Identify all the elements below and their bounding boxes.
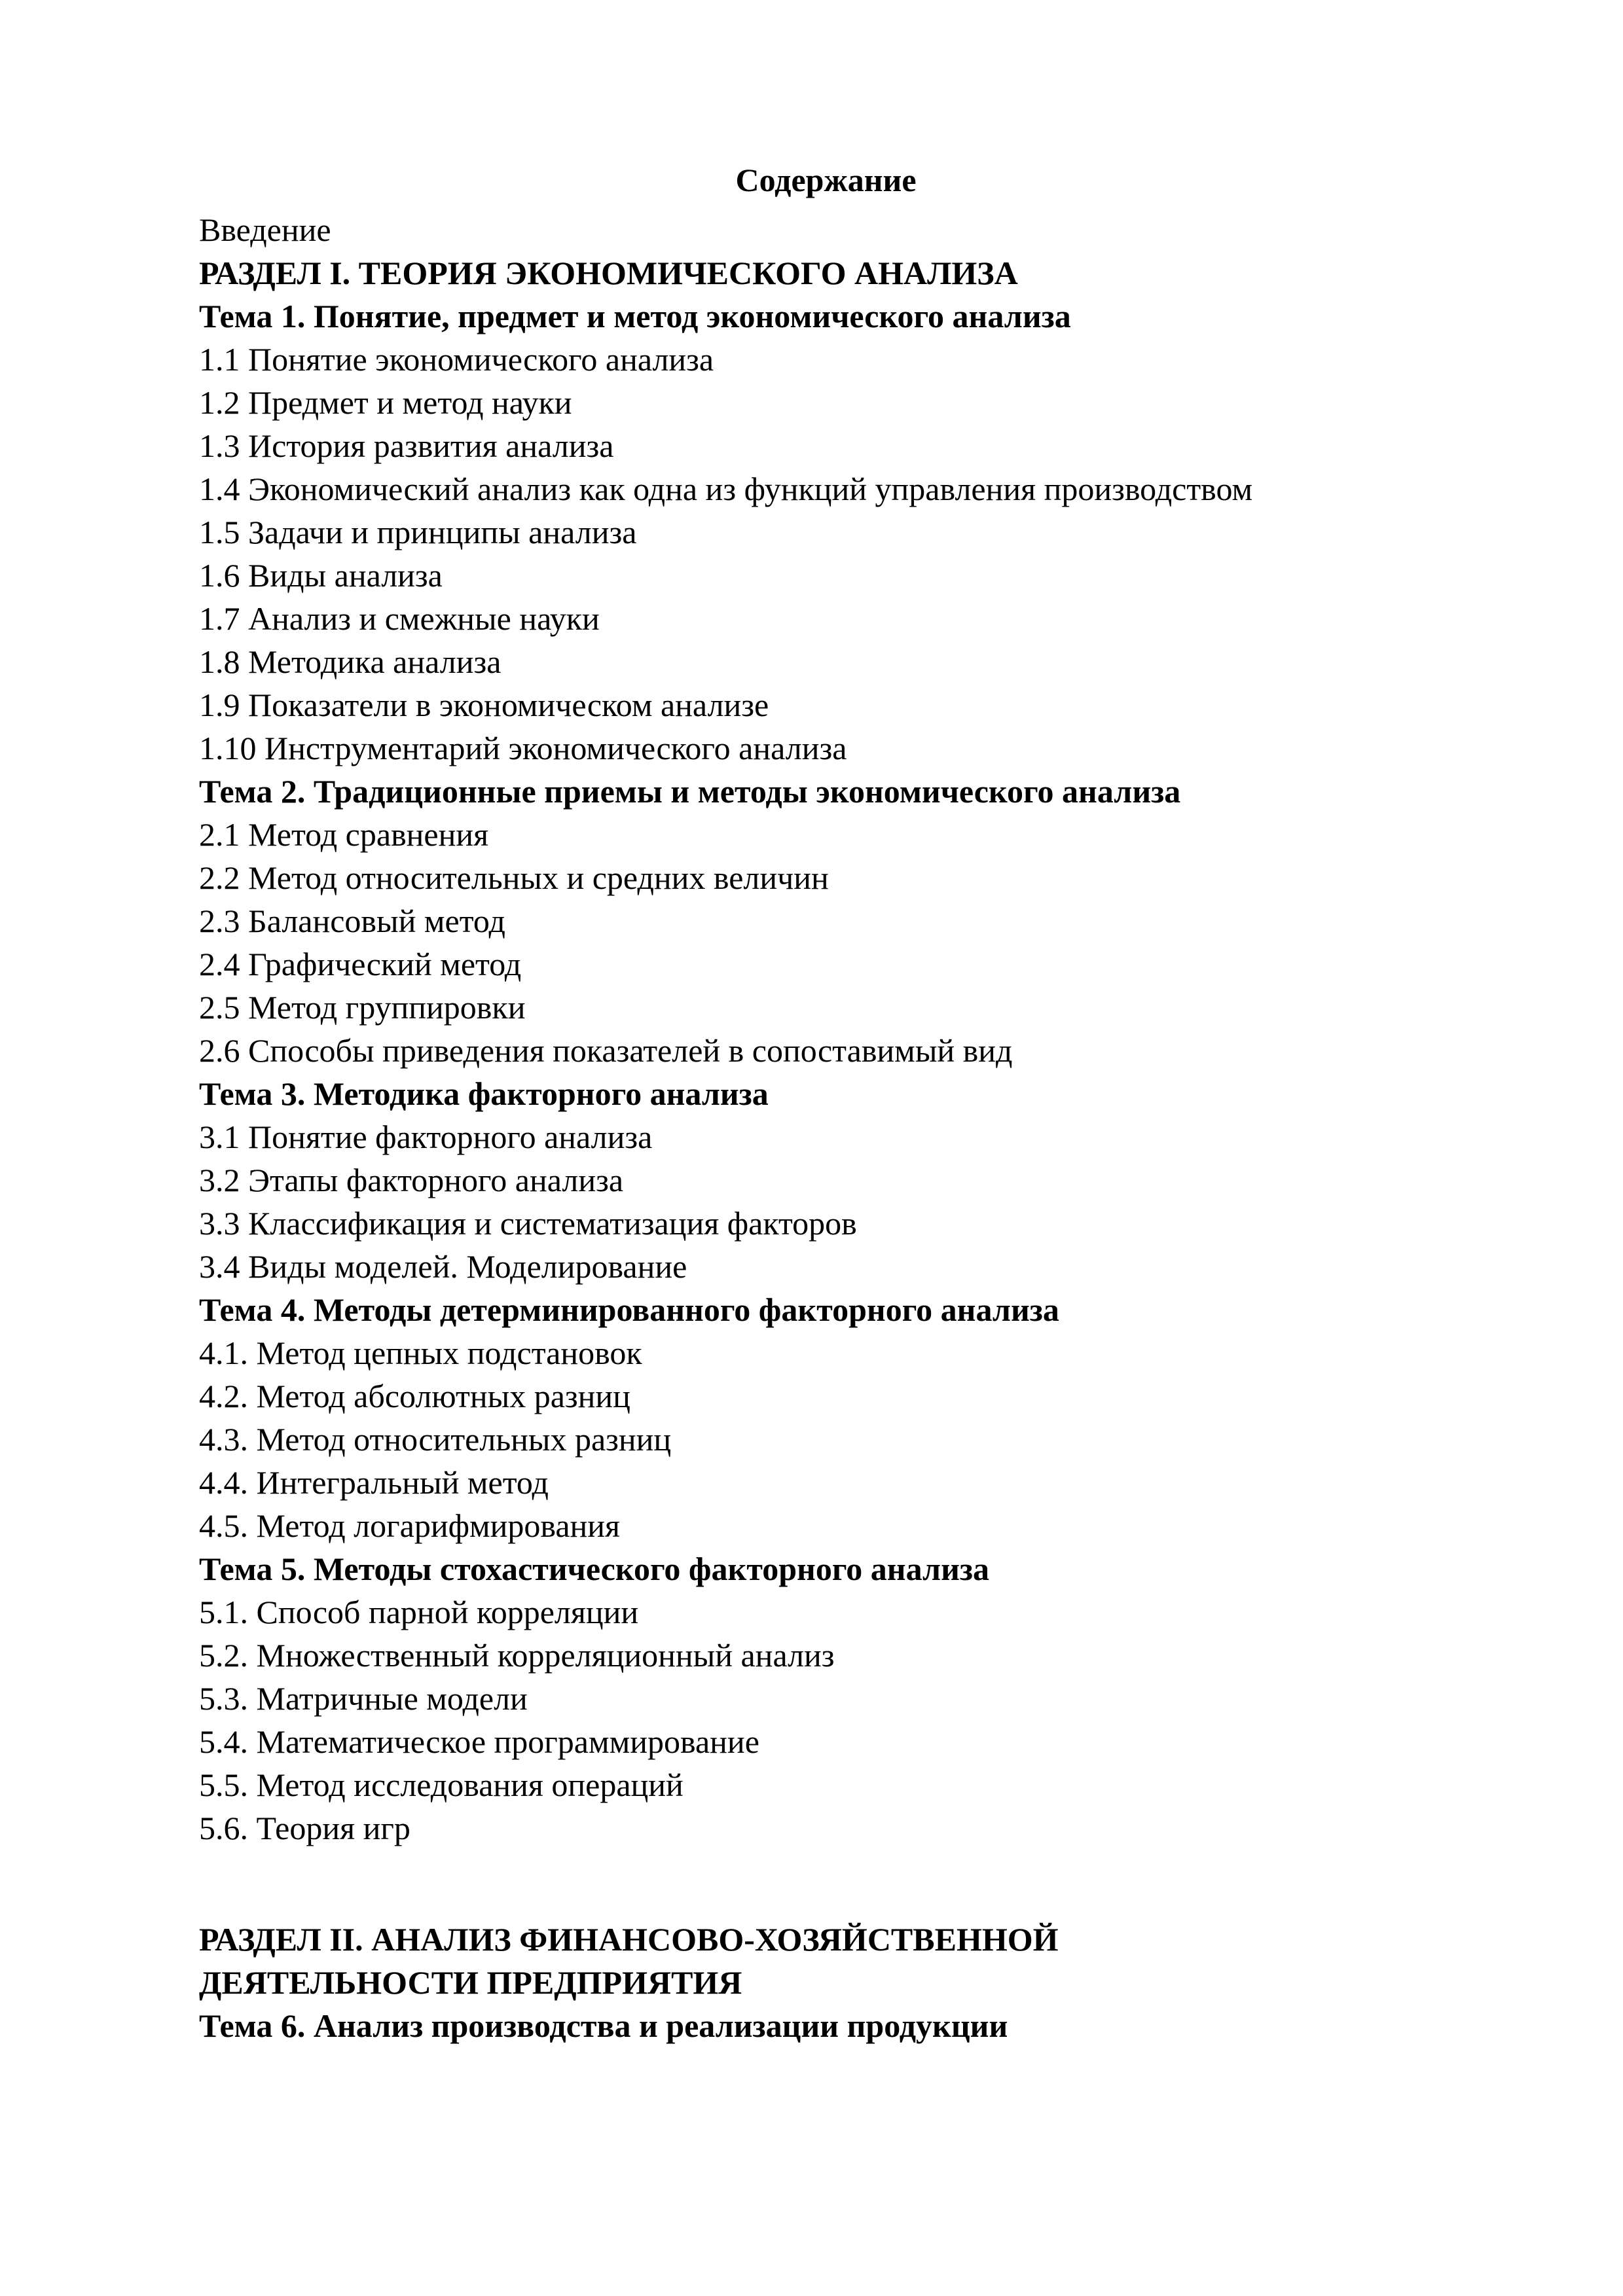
toc-line: 4.5. Метод логарифмирования [199,1507,621,1544]
toc-line: 4.4. Интегральный метод [199,1464,549,1501]
toc-line: 3.1 Понятие факторного анализа [199,1119,653,1155]
toc-line: 1.2 Предмет и метод науки [199,384,572,421]
toc-list [199,208,1453,2047]
toc-heading: РАЗДЕЛ I. ТЕОРИЯ ЭКОНОМИЧЕСКОГО АНАЛИЗА [199,255,1018,291]
toc-heading: Тема 3. Методика факторного анализа [199,1075,769,1112]
toc-line: 5.1. Способ парной корреляции [199,1594,639,1630]
page-title: Содержание [735,162,917,198]
toc-line: Введение [199,211,331,248]
toc-line: 2.5 Метод группировки [199,989,526,1026]
toc-line: 2.2 Метод относительных и средних величин [199,859,829,896]
toc-line: 2.3 Балансовый метод [199,903,505,939]
toc-line: 1.5 Задачи и принципы анализа [199,514,637,550]
toc-line: 1.4 Экономический анализ как одна из функций управления производством [199,471,1253,507]
toc-line: 4.1. Метод цепных подстановок [199,1335,642,1371]
toc-line: 4.2. Метод абсолютных разниц [199,1378,630,1414]
toc-line: 5.2. Множественный корреляционный анализ [199,1637,835,1674]
toc-line: 4.3. Метод относительных разниц [199,1421,672,1458]
toc-heading: Тема 6. Анализ производства и реализации продукции [199,2007,1008,2044]
toc-line: 2.1 Метод сравнения [199,816,489,853]
toc-line: 1.9 Показатели в экономическом анализе [199,687,769,723]
toc-heading: Тема 4. Методы детерминированного факторного анализа [199,1291,1059,1328]
toc-line: 1.10 Инструментарий экономического анализа [199,730,847,766]
toc-line: 2.6 Способы приведения показателей в сопоставимый вид [199,1032,1013,1069]
toc-heading: ДЕЯТЕЛЬНОСТИ ПРЕДПРИЯТИЯ [199,1964,742,2001]
toc-line: 3.4 Виды моделей. Моделирование [199,1248,687,1285]
toc-heading: Тема 1. Понятие, предмет и метод экономического анализа [199,298,1071,334]
toc-heading: Тема 5. Методы стохастического факторного анализа [199,1551,990,1587]
toc-line: 5.3. Матричные модели [199,1680,528,1717]
toc-heading: РАЗДЕЛ II. АНАЛИЗ ФИНАНСОВО-ХОЗЯЙСТВЕННОЙ [199,1921,1059,1958]
toc-heading: Тема 2. Традиционные приемы и методы экономического анализа [199,773,1181,810]
toc-line: 3.3 Классификация и систематизация факторов [199,1205,857,1242]
toc-line: 1.8 Методика анализа [199,643,501,680]
toc-line: 5.6. Теория игр [199,1810,410,1846]
toc-blank-line [199,1850,1453,1918]
toc-line: 3.2 Этапы факторного анализа [199,1162,624,1198]
toc-line: 2.4 Графический метод [199,946,522,982]
toc-line: 1.3 История развития анализа [199,427,614,464]
toc-line: 1.6 Виды анализа [199,557,443,594]
toc-line: 5.4. Математическое программирование [199,1723,759,1760]
toc-line: 5.5. Метод исследования операций [199,1767,684,1803]
toc-line: 1.1 Понятие экономического анализа [199,341,714,378]
toc-line: 1.7 Анализ и смежные науки [199,600,600,637]
